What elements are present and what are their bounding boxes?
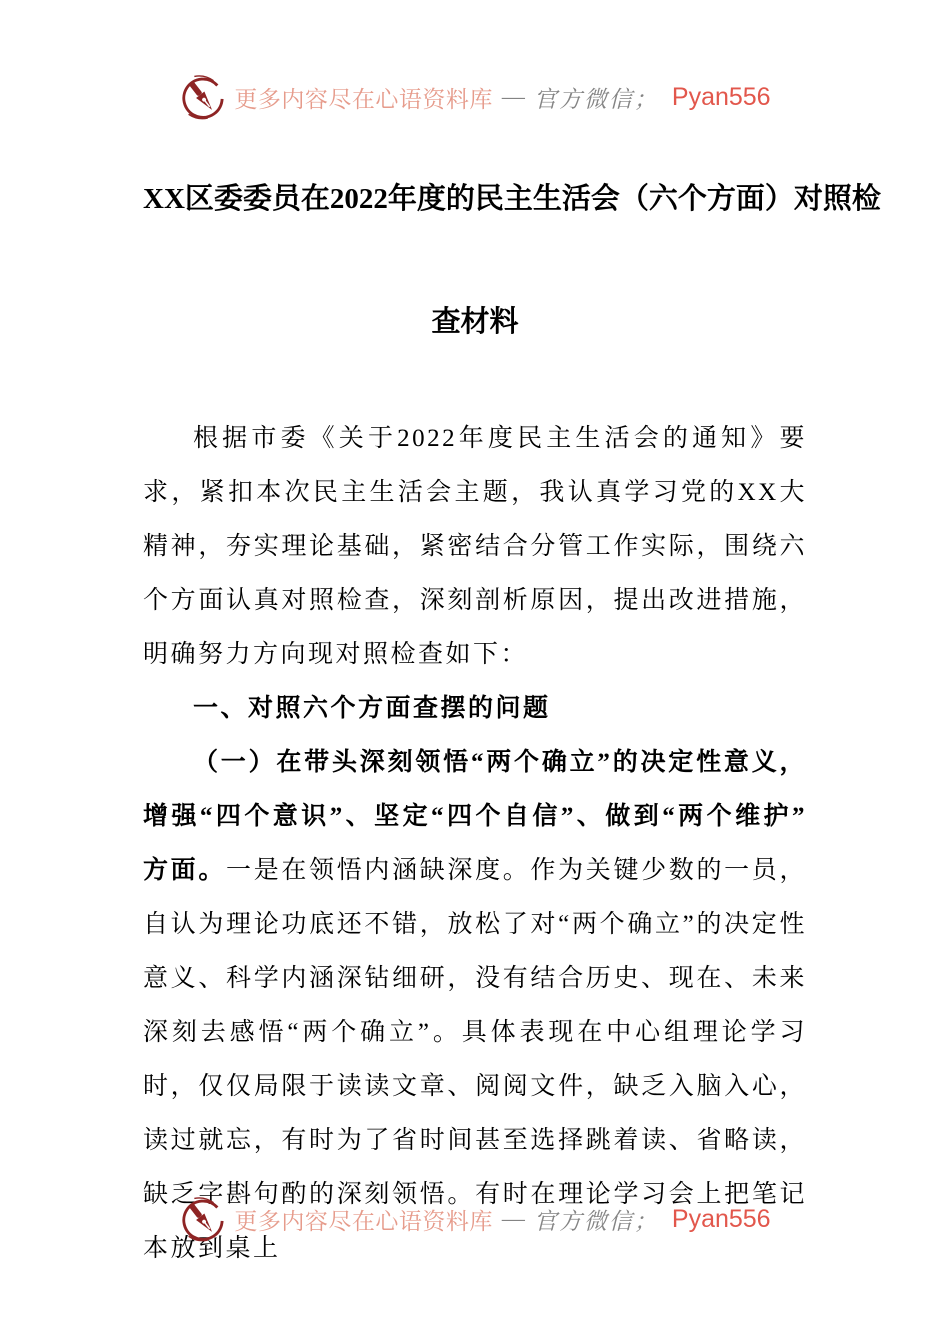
paragraph: [143, 736, 807, 1276]
watermark-separator: —: [501, 84, 525, 109]
footer-watermark: [0, 1196, 950, 1242]
pen-nib-logo-icon: [179, 1196, 225, 1242]
text-run: 一、对照六个方面查摆的问题: [193, 695, 551, 722]
watermark-brand-text: 更多内容尽在心语资料库: [234, 86, 493, 112]
text-run: 一是在领悟内涵缺深度。作为关键少数的一员，自认为理论功底还不错，放松了对“两个确立”的决定性意义、科学内涵深钻细研，没有结合历史、现在、未来深刻去感悟“两个确立”。具体表现在中心组理论学习时，仅仅局限于读读文章、阅阅文件，缺乏入脑入心，读过就忘，有时为了省时间甚至选择跳着读、省略读，缺乏字斟句酌的深刻领悟。有时在理论学习会上把笔记本放到桌上: [143, 857, 807, 1262]
watermark-brand-text: 更多内容尽在心语资料库: [234, 1208, 493, 1234]
paragraph: [143, 412, 807, 682]
text-run: 根据市委《关于2022年度民主生活会的通知》要求，紧扣本次民主生活会主题，我认真学习党的XX大精神，夯实理论基础，紧密结合分管工作实际，围绕六个方面认真对照检查，深刻剖析原因，提出改进措施，明确努力方向现对照检查如下：: [143, 425, 807, 668]
document-title-line-1: XX区委委员在2022年度的民主生活会（六个方面）对照检: [143, 183, 881, 215]
watermark-wechat-id: Pyan556: [671, 82, 771, 111]
header-watermark: [0, 74, 950, 120]
document-body: [143, 412, 807, 1276]
pen-nib-logo-icon: [179, 74, 225, 120]
watermark-label: 官方微信；: [533, 1208, 659, 1234]
watermark-separator: —: [501, 1206, 525, 1231]
section-heading: [143, 682, 807, 736]
watermark-wechat-id: Pyan556: [671, 1204, 771, 1233]
watermark-label: 官方微信；: [533, 86, 659, 112]
document-title-line-2: 查材料: [431, 306, 519, 338]
text-run: （一）在带头深刻领悟“两个确立”的决定性意义，增强“四个意识”、坚定“四个自信”、做到“两个维护”方面。: [143, 749, 807, 884]
